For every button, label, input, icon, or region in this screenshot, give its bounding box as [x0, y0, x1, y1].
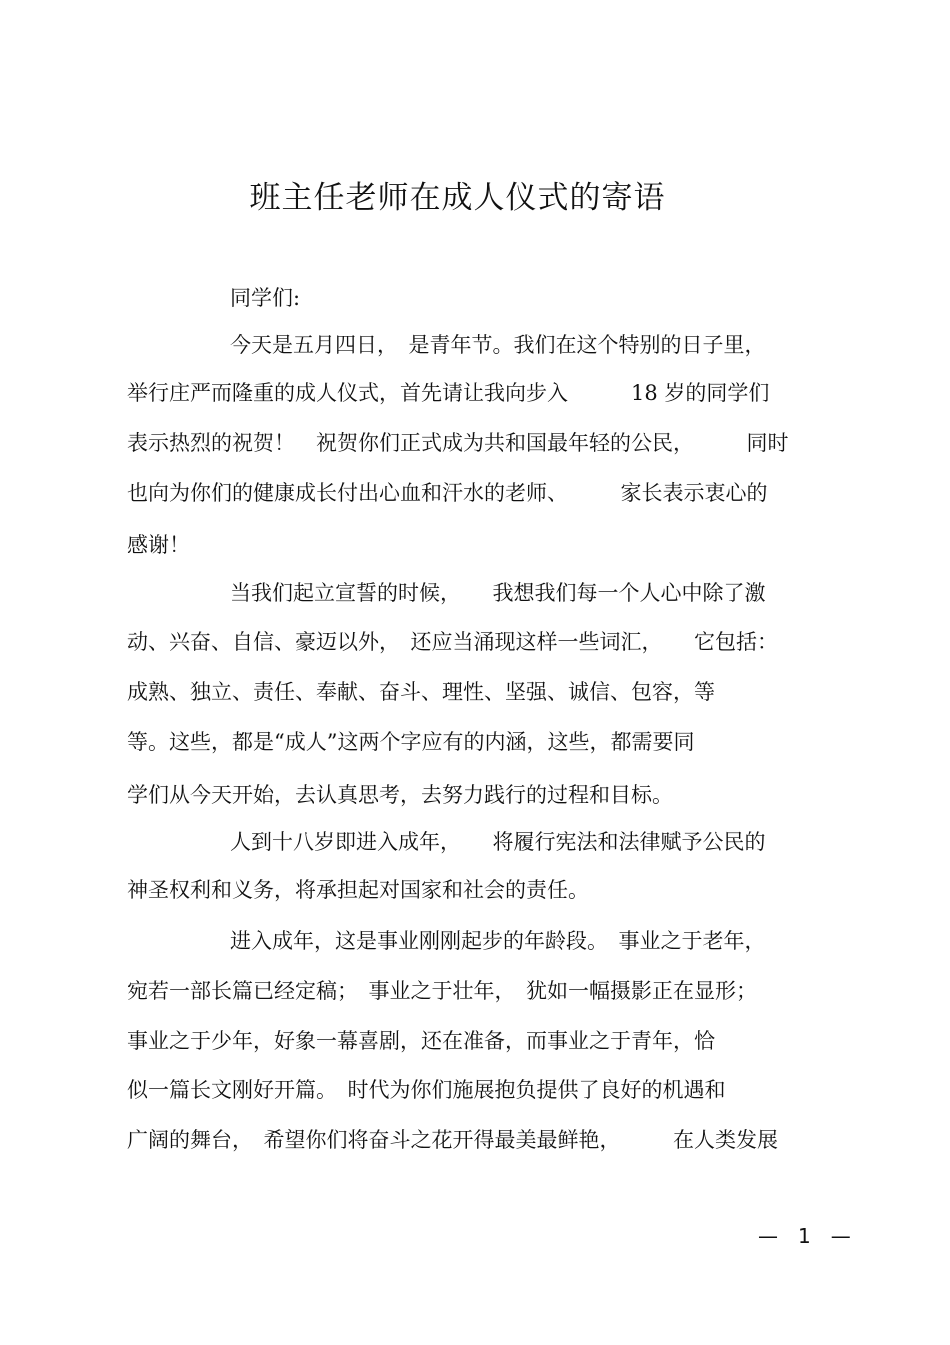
salutation-line: 同学们: — [230, 286, 301, 310]
body-line: 神圣权利和义务，将承担起对国家和社会的责任。 — [127, 878, 589, 902]
body-line: 举行庄严而隆重的成人仪式，首先请让我向步入 18 岁的同学们 — [127, 381, 770, 405]
body-line: 表示热烈的祝贺！ 祝贺你们正式成为共和国最年轻的公民， 同时 — [127, 431, 789, 455]
body-line: 广阔的舞台， 希望你们将奋斗之花开得最美最鲜艳， 在人类发展 — [127, 1128, 778, 1152]
body-line: 动、兴奋、自信、豪迈以外， 还应当涌现这样一些词汇， 它包括： — [127, 630, 778, 654]
body-line: 当我们起立宣誓的时候， 我想我们每一个人心中除了激 — [230, 581, 766, 605]
body-line: 进入成年，这是事业刚刚起步的年龄段。 事业之于老年， — [230, 929, 766, 953]
body-line: 也向为你们的健康成长付出心血和汗水的老师、 家长表示衷心的 — [127, 481, 768, 505]
page-number: — 1 — — [758, 1224, 851, 1248]
body-line: 感谢！ — [127, 533, 190, 557]
body-line: 似一篇长文刚好开篇。 时代为你们施展抱负提供了良好的机遇和 — [127, 1078, 726, 1102]
body-line: 宛若一部长篇已经定稿； 事业之于壮年， 犹如一幅摄影正在显形； — [127, 979, 757, 1003]
body-line: 学们从今天开始，去认真思考，去努力践行的过程和目标。 — [127, 783, 673, 807]
body-line: 人到十八岁即进入成年， 将履行宪法和法律赋予公民的 — [230, 830, 766, 854]
body-line: 成熟、独立、责任、奉献、奋斗、理性、坚强、诚信、包容，等 — [127, 680, 715, 704]
body-line: 事业之于少年，好象一幕喜剧，还在准备，而事业之于青年，恰 — [127, 1029, 715, 1053]
document-title: 班主任老师在成人仪式的寄语 — [249, 180, 666, 216]
body-line: 等。这些，都是“成人”这两个字应有的内涵，这些，都需要同 — [127, 730, 695, 754]
body-line: 今天是五月四日， 是青年节。我们在这个特别的日子里， — [230, 333, 766, 357]
